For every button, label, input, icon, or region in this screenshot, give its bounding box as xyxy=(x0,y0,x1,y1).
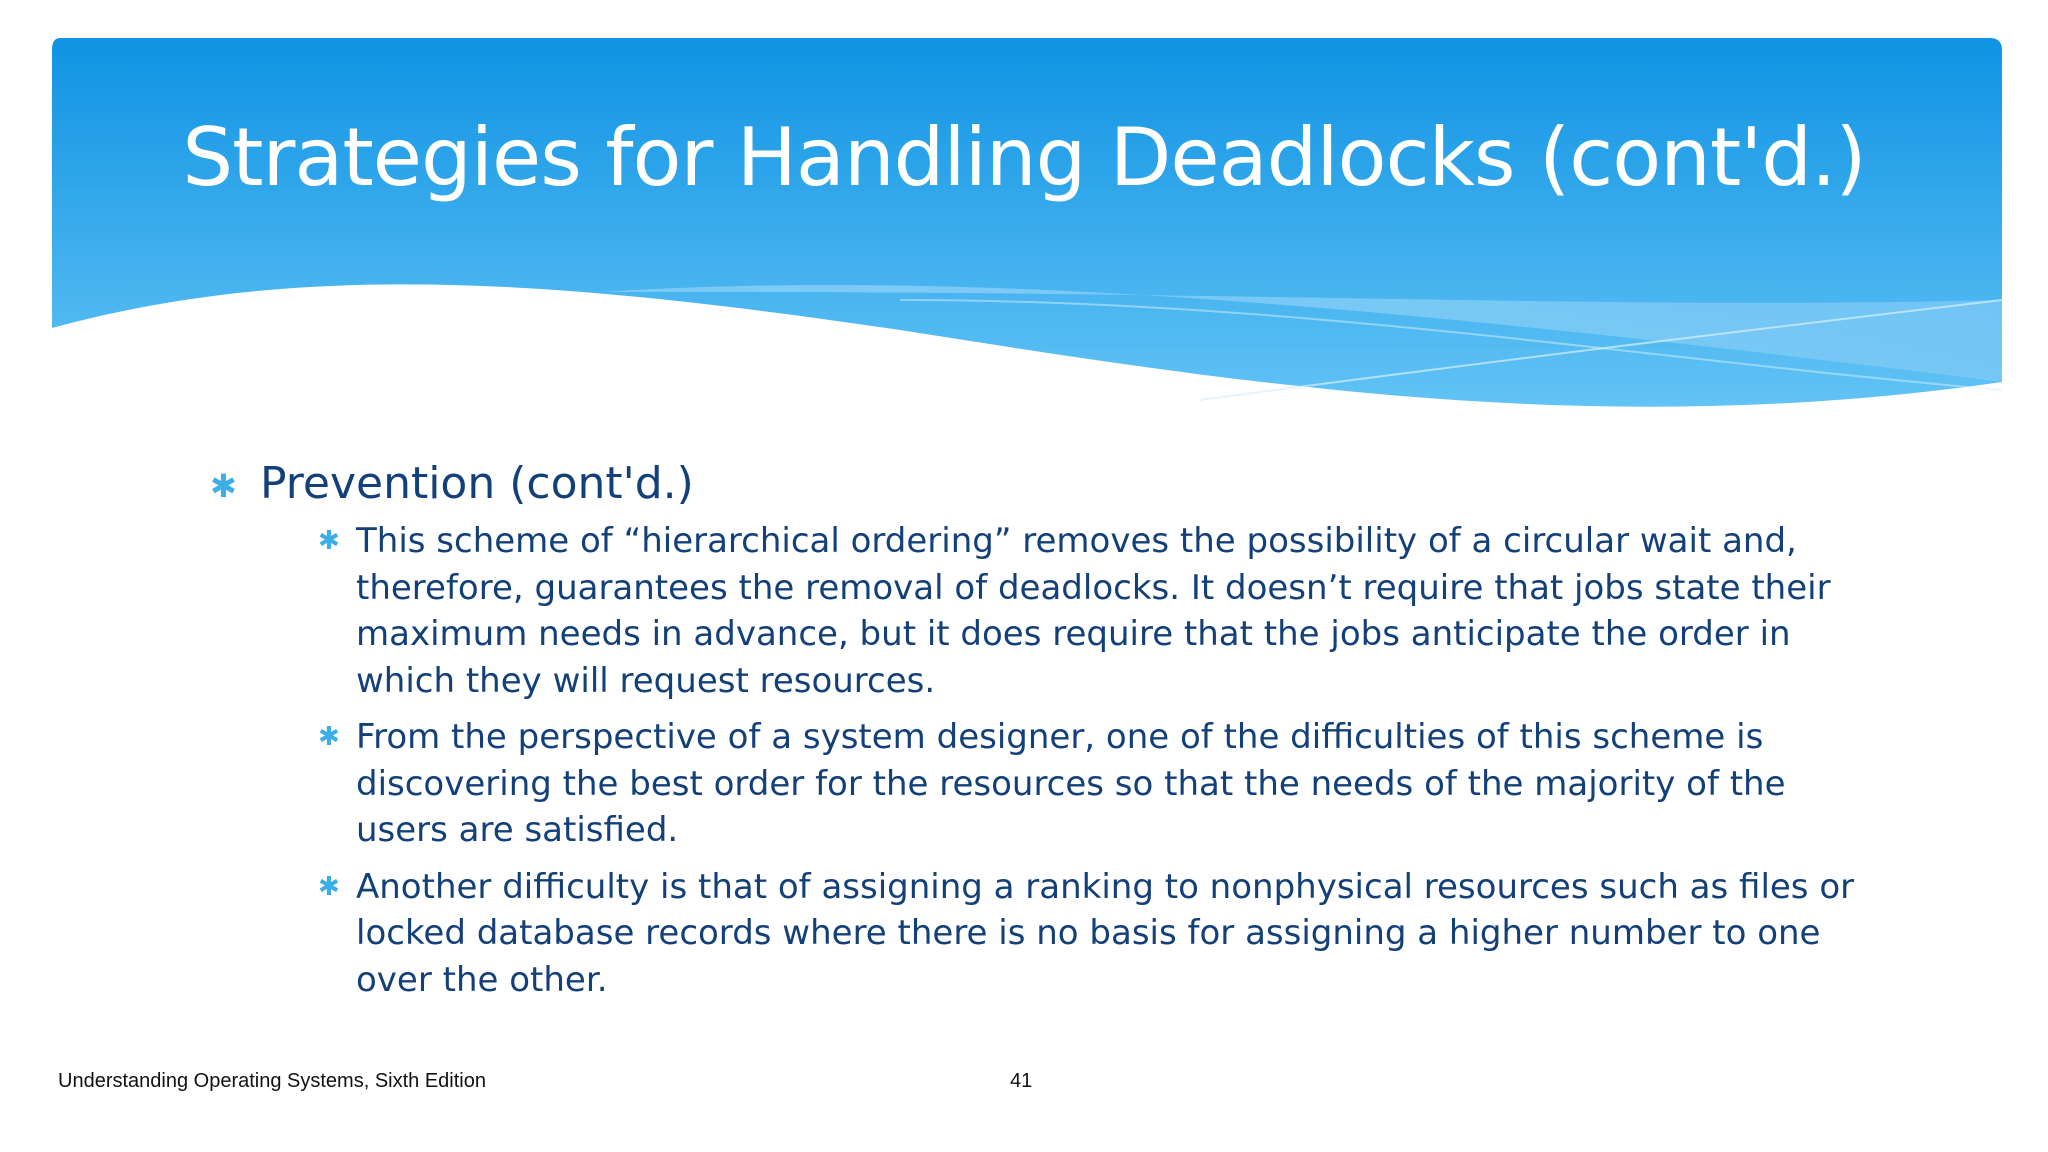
bullet-level2 xyxy=(318,518,1856,704)
asterisk-bullet-icon: ✱ xyxy=(210,467,237,505)
asterisk-bullet-icon: ✱ xyxy=(318,722,340,752)
bullet-level2 xyxy=(318,864,1856,1004)
header-wave-banner xyxy=(0,0,2048,440)
asterisk-bullet-icon: ✱ xyxy=(318,871,340,902)
bullet-level2-text: This scheme of “hierarchical ordering” removes the possibility of a circular wait and, therefore, guarantees the removal of deadlocks. It doesn’t require that jobs state their maximum needs in advance, but it does require that the jobs anticipate the order in which they will request resources. xyxy=(356,521,1831,701)
page-number: 41 xyxy=(1010,1070,1033,1092)
bullet-level2-text: From the perspective of a system designer, one of the difficulties of this scheme is discovering the best order for the resources so that the needs of the majority of the users are satisfied. xyxy=(356,717,1786,850)
asterisk-bullet-icon: ✱ xyxy=(318,526,340,556)
bullet-level1 xyxy=(210,456,1870,512)
slide-body xyxy=(210,456,1870,1013)
footer-source: Understanding Operating Systems, Sixth Edition xyxy=(58,1070,486,1092)
bullet-level1-text: Prevention (cont'd.) xyxy=(260,458,694,509)
bullet-level2 xyxy=(318,714,1856,854)
bullet-level2-text: Another difficulty is that of assigning a ranking to nonphysical resources such as files or locked database records where there is no basis for assigning a higher number to one over the other. xyxy=(356,866,1855,1000)
slide-title: Strategies for Handling Deadlocks (cont'd.) xyxy=(182,111,1866,204)
